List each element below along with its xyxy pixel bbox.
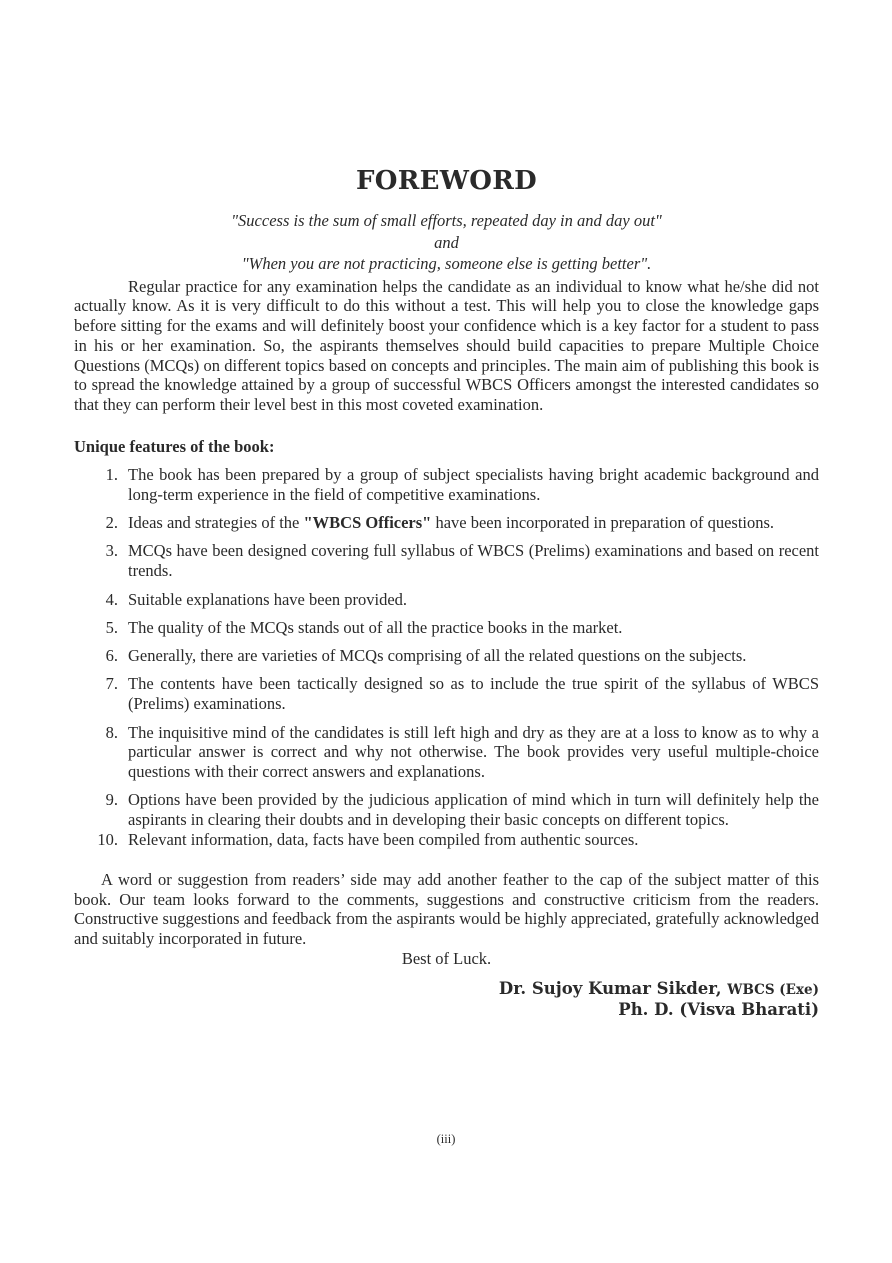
author-degree: Ph. D. (Visva Bharati) (618, 1000, 819, 1020)
list-item (74, 465, 819, 505)
list-item-number: 4. (105, 589, 118, 609)
list-item-number: 5. (105, 617, 118, 637)
list-item-text: The contents have been tactically designed so as to include the true spirit of the syllabus of WBCS (Prelims) examinations. (128, 674, 819, 714)
closing-paragraph: A word or suggestion from readers’ side may add another feather to the cap of the subject matter of this book. Our team looks forward to the comments, suggestions and constructive criticism from the readers. Constructive suggestions and feedback from the aspirants would be highly appreciated, gratefully acknowledged and suitably incorporated in future. (74, 869, 819, 949)
list-item-text-pre: Ideas and strategies of the (128, 513, 304, 533)
list-item-number: 6. (105, 646, 118, 666)
features-heading: Unique features of the book: (74, 437, 275, 457)
list-item (74, 590, 819, 610)
list-item (74, 646, 819, 666)
quote-conjunction: and (434, 232, 459, 252)
list-item (74, 541, 819, 581)
intro-paragraph: Regular practice for any examination helps the candidate as an individual to know what he/she did not actually know. As it is very difficult to do this without a test. This will help you to close the knowledge gaps before sitting for the exams and will definitely boost your confidence which is a key factor for a student to pass in his or her examination. So, the aspirants themselves should build capacities to prepare Multiple Choice Questions (MCQs) on different topics based on concepts and principles. The main aim of publishing this book is to spread the knowledge attained by a group of successful WBCS Officers amongst the interested candidates so that they can perform their level best in this most coveted examination. (74, 276, 819, 415)
author-service: WBCS (Exe) (727, 982, 819, 999)
signature-name-line (74, 979, 819, 1000)
best-of-luck: Best of Luck. (401, 949, 492, 969)
list-item (74, 830, 819, 850)
list-item-text-post: have been incorporated in preparation of questions. (431, 513, 775, 533)
list-item-number: 9. (105, 790, 118, 810)
list-item-number: 1. (105, 465, 118, 485)
author-name: Dr. Sujoy Kumar Sikder, (498, 979, 728, 999)
list-item-text: Options have been provided by the judicious application of mind which in turn will definitely help the aspirants in clearing their doubts and in developing their basic concepts on different topics. (128, 790, 819, 830)
list-item-number: 10. (97, 830, 118, 850)
list-item-text: MCQs have been designed covering full syllabus of WBCS (Prelims) examinations and based on recent trends. (128, 541, 819, 581)
list-item-number: 3. (105, 541, 118, 561)
list-item (74, 723, 819, 782)
list-item (74, 674, 819, 714)
page-number: (iii) (436, 1132, 456, 1146)
wbcs-officers-emphasis: "WBCS Officers" (303, 513, 432, 533)
list-item (74, 790, 819, 830)
list-item-text: The quality of the MCQs stands out of all the practice books in the market. (128, 617, 623, 637)
list-item-text (128, 513, 774, 532)
list-item-number: 8. (105, 722, 118, 742)
list-item (74, 513, 819, 533)
list-item-text: The inquisitive mind of the candidates is still left high and dry as they are at a loss to know as to why a particular answer is correct and why not otherwise. The book provides very useful multiple-choice questions with their correct answers and explanations. (128, 722, 819, 782)
features-list (74, 465, 819, 850)
list-item-text: The book has been prepared by a group of subject specialists having bright academic background and long-term experience in the field of competitive examinations. (128, 465, 819, 504)
list-item-text: Generally, there are varieties of MCQs comprising of all the related questions on the subjects. (128, 646, 747, 666)
foreword-page (74, 166, 819, 1020)
quote-2: "When you are not practicing, someone else is getting better". (241, 254, 652, 273)
list-item (74, 618, 819, 638)
page-title: FOREWORD (356, 166, 537, 196)
signature (74, 979, 819, 1020)
quote-1: "Success is the sum of small efforts, repeated day in and day out" (231, 211, 662, 230)
list-item-number: 7. (105, 674, 118, 694)
list-item-number: 2. (105, 513, 118, 533)
list-item-text: Suitable explanations have been provided. (128, 589, 408, 609)
list-item-text: Relevant information, data, facts have been compiled from authentic sources. (128, 830, 639, 850)
